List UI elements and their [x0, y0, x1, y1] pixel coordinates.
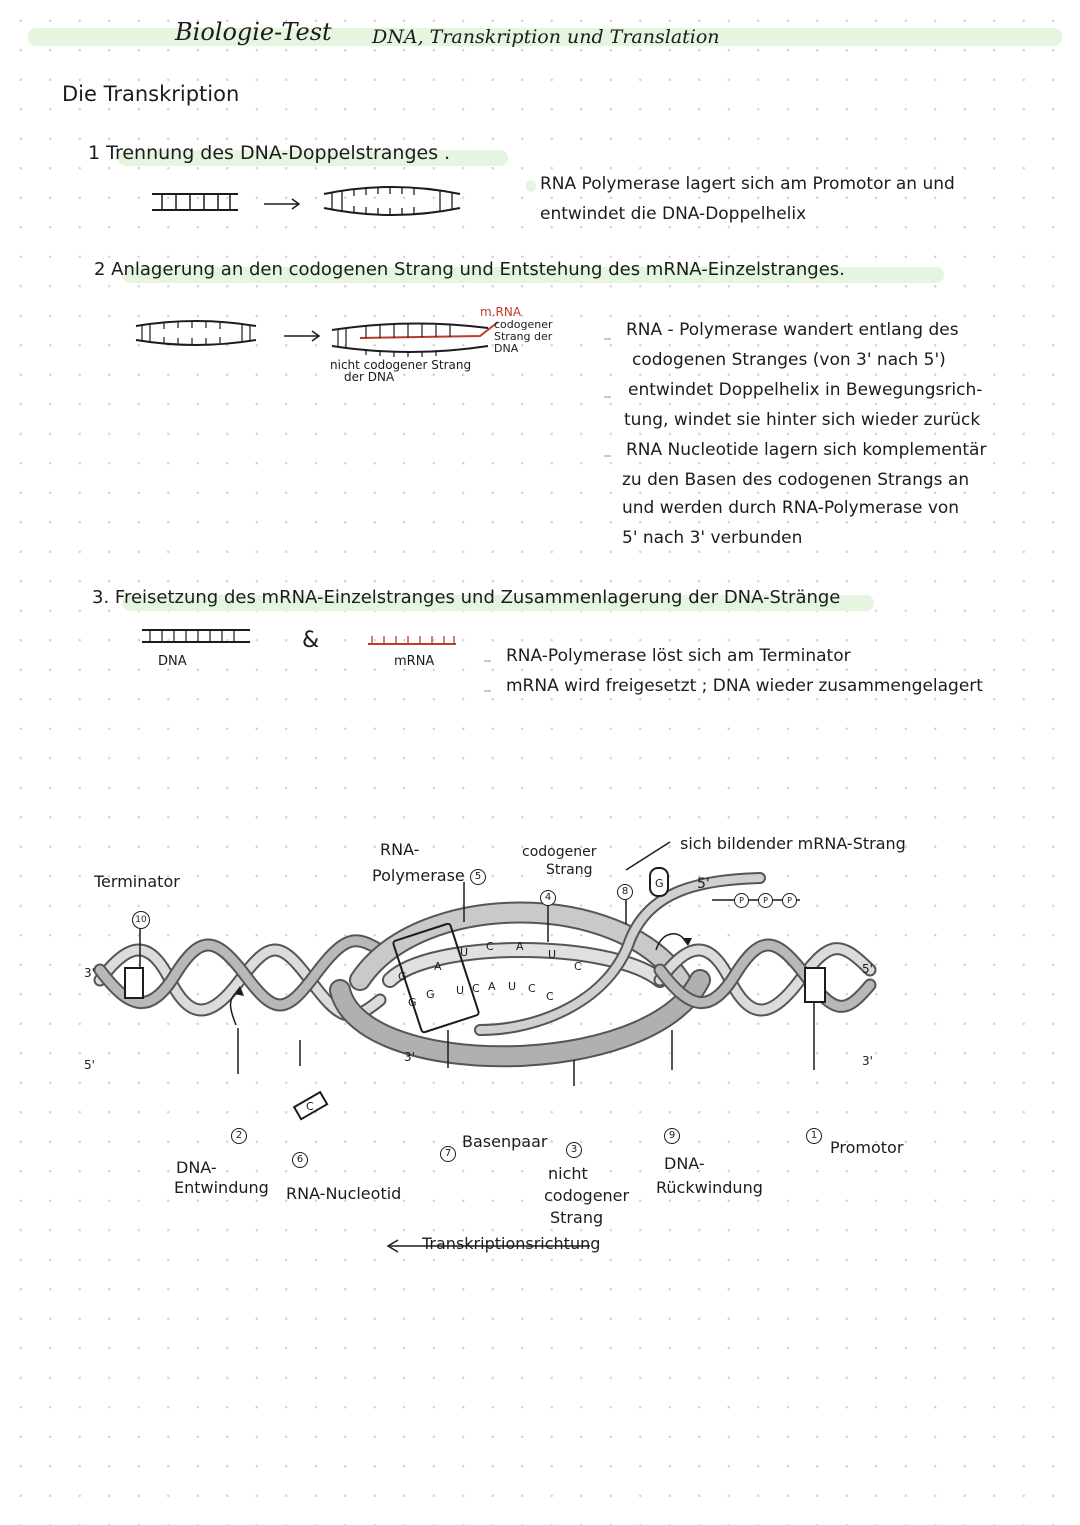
marker-1: 1 — [806, 1128, 822, 1144]
bullet-dash — [484, 690, 491, 692]
forming-mrna-label: sich bildender mRNA-Strang — [680, 834, 906, 853]
bullet-dash — [484, 660, 491, 662]
terminator-label: Terminator — [94, 872, 180, 891]
base-glyph: C — [546, 990, 554, 1003]
marker-4: 4 — [540, 890, 556, 906]
rna-polymerase-label-2: Polymerase — [372, 866, 465, 885]
step-3-note-1: RNA-Polymerase löst sich am Terminator — [506, 646, 851, 666]
mrna-label: mRNA — [394, 654, 435, 669]
base-glyph: A — [516, 940, 524, 953]
base-glyph: U — [548, 948, 557, 961]
transcription-bubble — [340, 913, 700, 1057]
arrow-right-icon — [262, 198, 302, 210]
step-2-note-3: entwindet Doppelhelix in Bewegungsrich- — [628, 380, 983, 400]
base-glyph: G — [655, 877, 664, 890]
codogen-label-3: DNA — [494, 342, 519, 355]
page-title: Biologie-Test — [175, 18, 332, 46]
marker-3: 3 — [566, 1142, 582, 1158]
mrna-label: m.RNA — [480, 305, 522, 319]
promotor-box — [805, 968, 825, 1002]
step-3-note-2: mRNA wird freigesetzt ; DNA wieder zusammengelagert — [506, 676, 983, 696]
base-glyph: G — [408, 996, 417, 1009]
bullet-dash — [604, 338, 611, 340]
codogen-label-2: Strang der — [494, 330, 553, 343]
base-glyph: C — [528, 982, 536, 995]
step-3-heading: 3. Freisetzung des mRNA-Einzelstranges und Zusammenlagerung der DNA-Stränge — [92, 587, 841, 608]
terminator-box — [125, 968, 143, 998]
polymerase-3-end: 3' — [404, 1050, 415, 1064]
phosphate-icon: P — [734, 893, 749, 908]
rna-nucleotide-label: RNA-Nucleotid — [286, 1184, 402, 1203]
marker-7: 7 — [440, 1146, 456, 1162]
section-title: Die Transkription — [62, 82, 240, 106]
step-1-heading: 1 Trennung des DNA-Doppelstranges . — [88, 142, 451, 164]
base-glyph: C — [574, 960, 582, 973]
left-top-end: 3' — [84, 966, 95, 980]
dna-rewinding-label-2: Rückwindung — [656, 1178, 763, 1197]
step-2-note-4: tung, windet sie hinter sich wieder zurück — [624, 410, 981, 430]
marker-6: 6 — [292, 1152, 308, 1168]
base-glyph: U — [460, 946, 469, 959]
ampersand: & — [302, 628, 320, 653]
dna-rewinding-label-1: DNA- — [664, 1154, 705, 1173]
right-top-end: 5' — [862, 962, 873, 976]
mrna-strand-icon — [366, 632, 458, 646]
arrow-right-icon — [282, 330, 322, 342]
noncodogen-strand-label-3: Strang — [550, 1208, 604, 1227]
step-1-notes-highlight — [526, 180, 536, 192]
base-glyph: G — [398, 970, 407, 983]
right-bottom-end: 3' — [862, 1054, 873, 1068]
base-pair-label: Basenpaar — [462, 1132, 548, 1151]
codogen-strand-label-1: codogener — [522, 844, 597, 860]
codogen-label-1: codogener — [494, 318, 553, 331]
rna-polymerase-label-1: RNA- — [380, 840, 420, 859]
phosphate-icon: P — [758, 893, 773, 908]
dna-rejoined-icon — [140, 628, 252, 644]
step-2-note-2: codogenen Stranges (von 3' nach 5') — [632, 350, 946, 370]
marker-5: 5 — [470, 869, 486, 885]
step-2-note-1: RNA - Polymerase wandert entlang des — [626, 320, 959, 340]
base-glyph: A — [488, 980, 496, 993]
base-glyph: U — [456, 984, 465, 997]
step-2-note-5: RNA Nucleotide lagern sich komplementär — [626, 440, 987, 460]
mrna-5-end: 5' — [697, 876, 710, 892]
bullet-dash — [604, 455, 611, 457]
dna-unwinding-label-2: Entwindung — [174, 1178, 269, 1197]
marker-8: 8 — [617, 884, 633, 900]
codogen-strand-label-2: Strang — [546, 862, 593, 878]
step-2-note-7: und werden durch RNA-Polymerase von — [622, 498, 960, 518]
marker-9: 9 — [664, 1128, 680, 1144]
dna-double-strand-icon — [150, 192, 240, 212]
dna-opened-icon — [134, 320, 258, 346]
step-1-note-2: entwindet die DNA-Doppelhelix — [540, 204, 807, 224]
dna-label: DNA — [158, 654, 187, 669]
noncodogen-strand-label-2: codogener — [544, 1186, 630, 1205]
page-subtitle: DNA, Transkription und Translation — [372, 26, 720, 48]
step-2-note-8: 5' nach 3' verbunden — [622, 528, 803, 548]
base-glyph: C — [306, 1100, 314, 1113]
promotor-label: Promotor — [830, 1138, 904, 1157]
step-2-heading: 2 Anlagerung an den codogenen Strang und Entstehung des mRNA-Einzelstranges. — [94, 259, 845, 280]
noncodogen-strand-label-1: nicht — [548, 1164, 588, 1183]
base-glyph: A — [434, 960, 442, 973]
transcription-direction-label: Transkriptionsrichtung — [422, 1234, 601, 1253]
dna-with-mrna-icon — [330, 320, 490, 356]
base-glyph: C — [472, 982, 480, 995]
noncodogen-label-2: der DNA — [344, 370, 395, 384]
base-glyph: C — [486, 940, 494, 953]
dna-separated-icon — [322, 184, 462, 218]
left-bottom-end: 5' — [84, 1058, 95, 1072]
dna-unwinding-label-1: DNA- — [176, 1158, 217, 1177]
step-2-note-6: zu den Basen des codogenen Strangs an — [622, 470, 970, 490]
bullet-dash — [604, 396, 611, 398]
step-1-note-1: RNA Polymerase lagert sich am Promotor an und — [540, 174, 955, 194]
phosphate-icon: P — [782, 893, 797, 908]
base-glyph: U — [508, 980, 517, 993]
marker-10: 10 — [132, 911, 150, 929]
base-glyph: G — [426, 988, 435, 1001]
noncodogen-label-1: nicht codogener Strang — [330, 358, 472, 372]
marker-2: 2 — [231, 1128, 247, 1144]
